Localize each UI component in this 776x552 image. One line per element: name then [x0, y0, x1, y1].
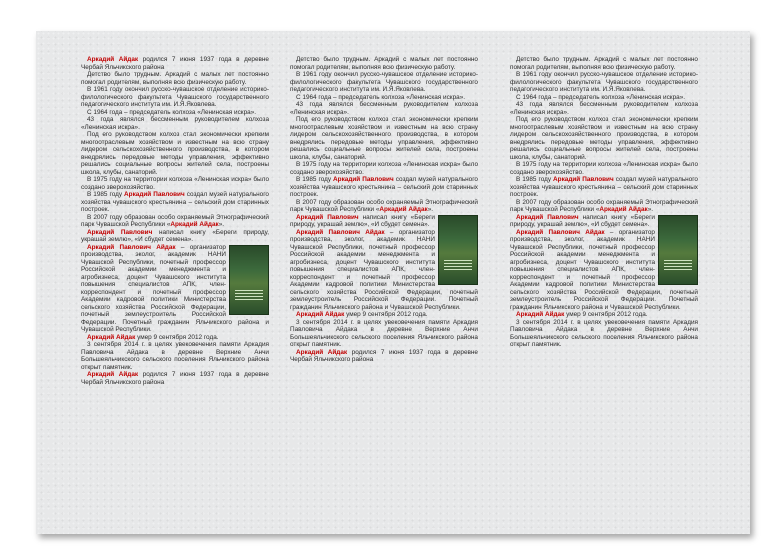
paragraph: Под его руководством колхоз стал экономически крепким многоотраслевым хозяйством и известным на всю страну лидером сельскохозяйственного производства, в котором внедрялись передовые методы управления, эффективно решались социальные вопросы жителей села, построены школа, клубы, санаторий. — [81, 131, 269, 176]
paragraph: 43 года являлся бессменным руководителем колхоза «Ленинская искра». — [81, 116, 269, 131]
paragraph: С 1964 года – председатель колхоза «Ленинская искра». — [296, 93, 466, 101]
paragraph: Аркадий Айдак родился 7 июня 1937 года в деревне Чербай Яльчикского района — [290, 348, 478, 363]
paragraph: Аркадий Павлович написал книгу «Береги природу, украшай землю», «И сбудет семена». — [290, 213, 435, 228]
paragraph: С 1964 года – председатель колхоза «Ленинская искра». — [87, 108, 257, 116]
book-cover-image — [438, 215, 478, 285]
document-page — [36, 31, 750, 534]
paragraph: С 1964 года – председатель колхоза «Ленинская искра». — [516, 93, 686, 101]
paragraph: В 2007 году образован особо охраняемый Этнографический парк Чувашской Республики «Аркадий Айдак». — [81, 213, 269, 228]
paragraph: В 1975 году на территории колхоза «Ленинская искра» было создано зверохозяйство. — [510, 161, 698, 176]
paragraph: 3 сентября 2014 г. в целях увековечения памяти Аркадия Павловича Айдака в деревне Верхние Анчи Большеяльчикского сельского поселения Яльчикского района открыт памятник. — [510, 318, 698, 348]
paragraph: В 2007 году образован особо охраняемый Этнографический парк Чувашской Республики «Аркадий Айдак». — [510, 198, 698, 213]
book-cover-image — [229, 245, 269, 315]
text-column-3 — [510, 56, 698, 526]
paragraph: 3 сентября 2014 г. в целях увековечения памяти Аркадия Павловича Айдака в деревне Верхние Анчи Большеяльчикского сельского поселения Яльчикского района открыт памятник. — [81, 341, 269, 371]
paragraph: В 1961 году окончил русско-чувашское отделение историко-филологического факультета Чувашского государственного педагогического института им. И.Я.Яковлева. — [81, 86, 269, 108]
paragraph: В 1985 году Аркадий Павлович создал музей натурального хозяйства чувашского крестьянина – сельский дом старинных построек. — [81, 191, 269, 213]
paragraph: Аркадий Павлович Айдак – организатор производства, эколог, академик НАНИ Чувашской Республики, почетный профессор Российской академии менеджмента и агробизнеса, доцент Чувашского института повышения специалистов АПК, член-корреспондент и почетный профессор Академии кадровой политики Министерства сельского хозяйства Российской Федерации, почетный землеустроитель Российской Федерации. Почетный гражданин Яльчикского района и Чувашской Республики. — [290, 228, 478, 311]
paragraph: В 1985 году Аркадий Павлович создал музей натурального хозяйства чувашского крестьянина – сельский дом старинных построек. — [510, 176, 698, 198]
paragraph: Детство было трудным. Аркадий с малых лет постоянно помогал родителям, выполняя всю физическую работу. — [510, 56, 698, 71]
paragraph: Аркадий Айдак умер 9 сентября 2012 года. — [87, 333, 219, 341]
paragraph: 43 года являлся бессменным руководителем колхоза «Ленинская искра». — [290, 101, 478, 116]
paragraph: В 1961 году окончил русско-чувашское отделение историко-филологического факультета Чувашского государственного педагогического института им. И.Я.Яковлева. — [290, 71, 478, 93]
paragraph: Аркадий Павлович написал книгу «Береги природу, украшай землю», «И сбудет семена». — [510, 213, 655, 228]
paragraph: В 2007 году образован особо охраняемый Этнографический парк Чувашской Республики «Аркадий Айдак». — [290, 198, 478, 213]
paragraph: 3 сентября 2014 г. в целях увековечения памяти Аркадия Павловича Айдака в деревне Верхние Анчи Большеяльчикского сельского поселения Яльчикского района открыт памятник. — [290, 318, 478, 348]
text-column-2 — [290, 56, 478, 526]
paragraph: В 1961 году окончил русско-чувашское отделение историко-филологического факультета Чувашского государственного педагогического института им. И.Я.Яковлева. — [510, 71, 698, 93]
paragraph: В 1985 году Аркадий Павлович создал музей натурального хозяйства чувашского крестьянина – сельский дом старинных построек. — [290, 176, 478, 198]
paragraph: Аркадий Павлович Айдак – организатор производства, эколог, академик НАНИ Чувашской Республики, почетный профессор Российской академии менеджмента и агробизнеса, доцент Чувашского института повышения специалистов АПК, член-корреспондент и почетный профессор Академии кадровой политики Министерства сельского хозяйства Российской Федерации, почетный землеустроитель Российской Федерации. Почетный гражданин Яльчикского района и Чувашской Республики. — [510, 228, 698, 311]
paragraph: Детство было трудным. Аркадий с малых лет постоянно помогал родителям, выполняя всю физическую работу. — [290, 56, 478, 71]
paragraph: Аркадий Павлович Айдак – организатор производства, эколог, академик НАНИ Чувашской Республики, почетный профессор Российской академии менеджмента и агробизнеса, доцент Чувашского института повышения специалистов АПК, член-корреспондент и почетный профессор Академии кадровой политики Министерства сельского хозяйства Российской Федерации, почетный землеустроитель Российской Федерации. Почетный гражданин Яльчикского района и Чувашской Республики. — [81, 243, 269, 333]
paragraph: В 1975 году на территории колхоза «Ленинская искра» было создано зверохозяйство. — [290, 161, 478, 176]
paragraph: Под его руководством колхоз стал экономически крепким многоотраслевым хозяйством и известным на всю страну лидером сельскохозяйственного производства, в котором внедрялись передовые методы управления, эффективно решались социальные вопросы жителей села, построены школа, клубы, санаторий. — [510, 116, 698, 161]
paragraph: Детство было трудным. Аркадий с малых лет постоянно помогал родителям, выполняя всю физическую работу. — [81, 71, 269, 86]
paragraph: Аркадий Айдак умер 9 сентября 2012 года. — [516, 311, 648, 318]
text-column-1 — [81, 56, 269, 526]
paragraph: Аркадий Павлович написал книгу «Береги природу, украшай землю», «И сбудет семена». — [81, 228, 269, 243]
paragraph: В 1975 году на территории колхоза «Ленинская искра» было создано зверохозяйство. — [81, 176, 269, 191]
paragraph: 43 года являлся бессменным руководителем колхоза «Ленинская искра». — [510, 101, 698, 116]
book-cover-image — [658, 215, 698, 285]
paragraph: Аркадий Айдак родился 7 июня 1937 года в деревне Чербай Яльчикского района — [81, 371, 269, 386]
paragraph: Под его руководством колхоз стал экономически крепким многоотраслевым хозяйством и известным на всю страну лидером сельскохозяйственного производства, в котором внедрялись передовые методы управления, эффективно решались социальные вопросы жителей села, построены школа, клубы, санаторий. — [290, 116, 478, 161]
paragraph: Аркадий Айдак родился 7 июня 1937 года в деревне Чербай Яльчикского района — [81, 56, 269, 71]
paragraph: Аркадий Айдак умер 9 сентября 2012 года. — [296, 311, 428, 318]
